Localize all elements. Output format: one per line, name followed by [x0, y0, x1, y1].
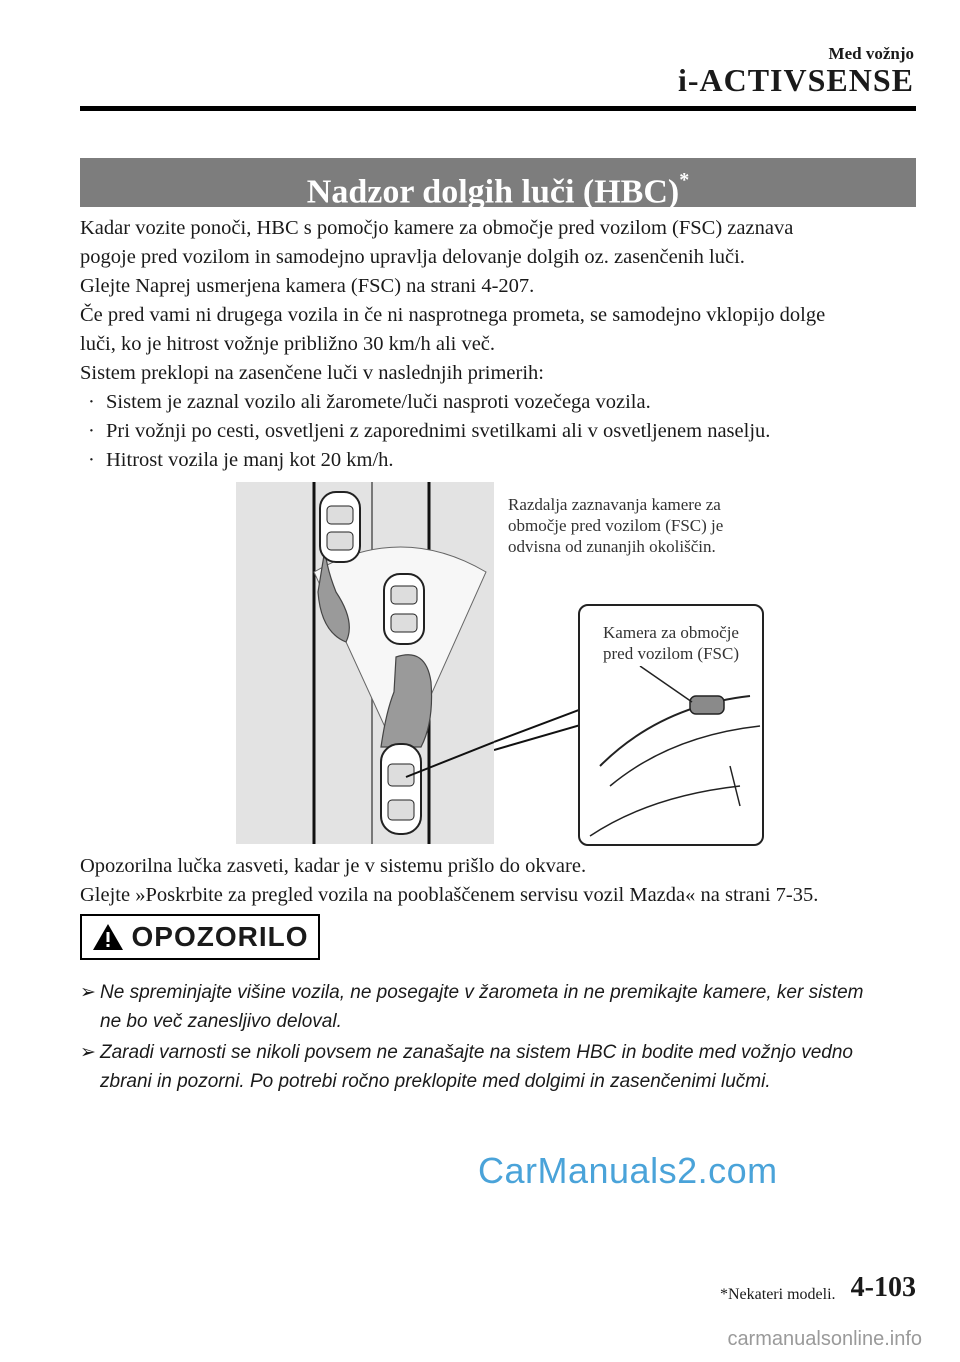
intro-line: Sistem preklopi na zasenčene luči v naslednjih primerih:: [80, 362, 544, 384]
title-footnote-marker: *: [679, 169, 690, 191]
page-title-text: Nadzor dolgih luči (HBC): [306, 173, 680, 211]
preceding-car-icon: [384, 574, 424, 644]
intro-line: Če pred vami ni drugega vozila in če ni nasprotnega prometa, se samodejno vklopijo dolge: [80, 304, 826, 326]
intro-line: Glejte Naprej usmerjena kamera (FSC) na strani 4-207.: [80, 275, 535, 297]
arrow-bullet-icon: ➢: [80, 982, 96, 1003]
windshield-illustration: [580, 666, 762, 844]
footnote: *Nekateri modeli.: [720, 1286, 836, 1303]
warning-list: [80, 978, 920, 1098]
list-item: · Pri vožnji po cesti, osvetljeni z zaporednimi svetilkami ali v osvetljenem naselju.: [88, 417, 770, 446]
list-item: · Hitrost vozila je manj kot 20 km/h.: [88, 446, 770, 475]
watermark: CarManuals2.com: [478, 1150, 778, 1191]
chapter-label: Med vožnjo: [828, 44, 914, 63]
arrow-bullet-icon: ➢: [80, 1042, 96, 1063]
note-line: Glejte »Poskrbite za pregled vozila na pooblaščenem servisu vozil Mazda« na strani 7-35.: [80, 884, 819, 906]
warning-icon: [92, 923, 124, 951]
list-item: · Sistem je zaznal vozilo ali žaromete/luči nasproti vozečega vozila.: [88, 388, 770, 417]
fault-note: [80, 852, 818, 910]
page-number: 4-103: [850, 1272, 916, 1303]
condition-list: [88, 388, 770, 475]
header-rule: [80, 106, 916, 111]
site-watermark: carmanualsonline.info: [727, 1328, 922, 1350]
callout-leader: [494, 660, 584, 780]
camera-caption: Kamera za območje pred vozilom (FSC): [603, 623, 739, 663]
oncoming-car-icon: [320, 492, 360, 562]
note-line: Opozorilna lučka zasveti, kadar je v sistemu prišlo do okvare.: [80, 855, 587, 877]
own-car-icon: [381, 744, 421, 834]
intro-line: pogoje pred vozilom in samodejno upravlja delovanje dolgih oz. zasenčenih luči.: [80, 246, 745, 268]
page-title: [80, 158, 916, 211]
section-title: i-ACTIVSENSE: [677, 62, 914, 98]
intro-line: Kadar vozite ponoči, HBC s pomočjo kamere za območje pred vozilom (FSC) zaznava: [80, 217, 794, 239]
bullet-icon: ·: [88, 420, 95, 442]
list-item: ➢ Ne spreminjajte višine vozila, ne posegajte v žarometa in ne premikajte kamere, ker sistem ne bo več zanesljivo deloval.: [80, 978, 920, 1036]
road-diagram: [236, 482, 494, 844]
bullet-icon: ·: [88, 391, 95, 413]
range-caption: Razdalja zaznavanja kamere za območje pred vozilom (FSC) je odvisna od zunanjih okoliščin.: [508, 495, 724, 556]
camera-inset: [578, 604, 764, 846]
bullet-icon: ·: [88, 449, 95, 471]
intro-paragraph: [80, 214, 920, 388]
list-item: ➢ Zaradi varnosti se nikoli povsem ne zanašajte na sistem HBC in bodite med vožnjo vedno zbrani in pozorni. Po potrebi ročno preklopite med dolgimi in zasenčenimi lučmi.: [80, 1038, 920, 1096]
warning-badge: OPOZORILO: [80, 914, 320, 960]
camera-icon: [690, 696, 724, 714]
intro-line: luči, ko je hitrost vožnje približno 30 km/h ali več.: [80, 333, 496, 355]
